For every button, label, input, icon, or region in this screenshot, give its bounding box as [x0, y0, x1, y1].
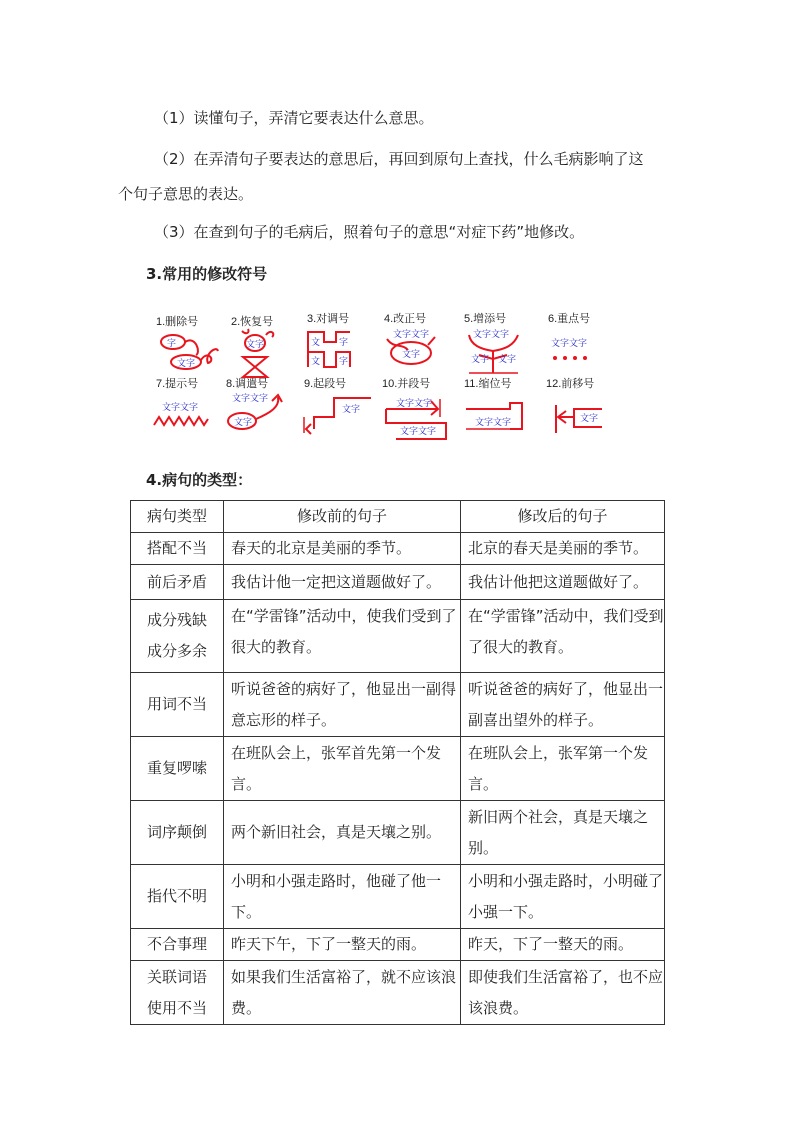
- before-cell: 在班队会上，张军首先第一个发言。: [224, 737, 461, 801]
- before-cell: 在“学雷锋”活动中，使我们受到了很大的教育。: [224, 600, 461, 673]
- move-forward-mark-icon: [556, 405, 602, 433]
- new-paragraph-mark-icon: [304, 398, 371, 434]
- svg-text:字: 字: [339, 337, 349, 347]
- svg-text:文字文字: 文字文字: [162, 402, 199, 412]
- symbol-label-8: 8.调遣号: [226, 378, 269, 390]
- symbol-label-2: 2.恢复号: [231, 316, 274, 328]
- table-row: [131, 565, 665, 600]
- heading-revision-symbols: 3.常用的修改符号: [146, 265, 268, 283]
- before-cell: 如果我们生活富裕了，就不应该浪费。: [224, 961, 461, 1025]
- table-row: [131, 600, 665, 673]
- after-cell: 北京的春天是美丽的季节。: [461, 533, 665, 565]
- restore-mark-icon: [242, 329, 273, 377]
- after-cell: 在“学雷锋”活动中，我们受到了很大的教育。: [461, 600, 665, 673]
- table-row: [131, 929, 665, 961]
- after-cell: 小明和小强走路时，小明碰了小强一下。: [461, 865, 665, 929]
- table-row: [131, 533, 665, 565]
- after-cell: 听说爸爸的病好了，他显出一副喜出望外的样子。: [461, 673, 665, 737]
- after-cell: 即使我们生活富裕了，也不应该浪费。: [461, 961, 665, 1025]
- delete-mark-icon: [161, 335, 218, 369]
- table-row: [131, 865, 665, 929]
- svg-text:文字文字: 文字文字: [400, 426, 437, 436]
- before-cell: 春天的北京是美丽的季节。: [224, 533, 461, 565]
- svg-text:文字: 文字: [402, 349, 421, 359]
- after-cell: 我估计他把这道题做好了。: [461, 565, 665, 600]
- type-cell: 关联词语使用不当: [131, 961, 224, 1025]
- svg-text:文: 文: [311, 356, 321, 366]
- type-cell: 前后矛盾: [131, 565, 224, 600]
- ill-sentence-table: [130, 500, 665, 1025]
- table-row: [131, 673, 665, 737]
- type-cell: 用词不当: [131, 673, 224, 737]
- symbol-label-3: 3.对调号: [307, 313, 350, 325]
- symbol-label-9: 9.起段号: [304, 378, 347, 390]
- type-cell: 词序颠倒: [131, 801, 224, 865]
- before-cell: 小明和小强走路时，他碰了他一下。: [224, 865, 461, 929]
- svg-text:文: 文: [311, 337, 321, 347]
- move-mark-icon: [228, 392, 282, 429]
- svg-text:文字: 文字: [471, 354, 490, 364]
- table-row: [131, 801, 665, 865]
- svg-text:文字文字: 文字文字: [475, 417, 512, 427]
- indent-mark-icon: [466, 403, 522, 429]
- paragraph-step-1: （1）读懂句子，弄清它要表达什么意思。: [154, 109, 434, 127]
- hint-mark-icon: [154, 401, 208, 425]
- svg-text:文字: 文字: [498, 354, 517, 364]
- paragraph-step-3: （3）在查到句子的毛病后，照着句子的意思“对症下药”地修改。: [154, 223, 585, 241]
- before-cell: 我估计他一定把这道题做好了。: [224, 565, 461, 600]
- header-before: 修改前的句子: [224, 501, 461, 533]
- svg-text:文字: 文字: [177, 358, 196, 368]
- header-type: 病句类型: [131, 501, 224, 533]
- type-cell: 指代不明: [131, 865, 224, 929]
- symbol-label-5: 5.增添号: [464, 313, 507, 325]
- table-row: [131, 737, 665, 801]
- svg-text:文字: 文字: [342, 404, 361, 414]
- svg-text:文字: 文字: [234, 417, 253, 427]
- svg-text:文字文字: 文字文字: [551, 338, 588, 348]
- type-cell: 搭配不当: [131, 533, 224, 565]
- svg-text:文字文字: 文字文字: [396, 398, 433, 408]
- emphasis-mark-icon: [551, 337, 587, 360]
- type-cell: 重复啰嗦: [131, 737, 224, 801]
- svg-text:文字文字: 文字文字: [473, 329, 510, 339]
- paragraph-step-2-line-1: （2）在弄清句子要表达的意思后，再回到原句上查找，什么毛病影响了这: [154, 150, 644, 168]
- symbol-label-10: 10.并段号: [382, 378, 431, 390]
- svg-text:文字文字: 文字文字: [232, 393, 269, 403]
- symbol-label-1: 1.删除号: [156, 316, 199, 328]
- before-cell: 两个新旧社会，真是天壤之别。: [224, 801, 461, 865]
- symbol-label-11: 11.缩位号: [464, 378, 512, 390]
- svg-text:字: 字: [339, 356, 349, 366]
- symbol-label-6: 6.重点号: [548, 313, 591, 325]
- insert-mark-icon: [469, 328, 518, 373]
- before-cell: 昨天下午，下了一整天的雨。: [224, 929, 461, 961]
- heading-sentence-types: 4.病句的类型：: [146, 471, 253, 489]
- type-cell: 成分残缺成分多余: [131, 600, 224, 673]
- type-cell: 不合事理: [131, 929, 224, 961]
- swap-mark-icon: [308, 332, 350, 367]
- svg-text:文字: 文字: [246, 339, 265, 349]
- table-row: [131, 961, 665, 1025]
- symbol-label-12: 12.前移号: [546, 378, 595, 390]
- svg-text:文字: 文字: [580, 413, 599, 423]
- after-cell: 昨天，下了一整天的雨。: [461, 929, 665, 961]
- header-after: 修改后的句子: [461, 501, 665, 533]
- revision-symbols-figure: [146, 305, 616, 440]
- symbol-label-7: 7.提示号: [156, 378, 199, 390]
- paragraph-step-2-line-2: 个句子意思的表达。: [118, 185, 254, 203]
- correction-mark-icon: [387, 328, 435, 364]
- symbol-label-4: 4.改正号: [384, 313, 427, 325]
- merge-paragraph-mark-icon: [386, 397, 446, 439]
- svg-text:文字文字: 文字文字: [393, 329, 430, 339]
- after-cell: 新旧两个社会，真是天壤之别。: [461, 801, 665, 865]
- after-cell: 在班队会上，张军第一个发言。: [461, 737, 665, 801]
- svg-text:字: 字: [167, 338, 177, 348]
- before-cell: 听说爸爸的病好了，他显出一副得意忘形的样子。: [224, 673, 461, 737]
